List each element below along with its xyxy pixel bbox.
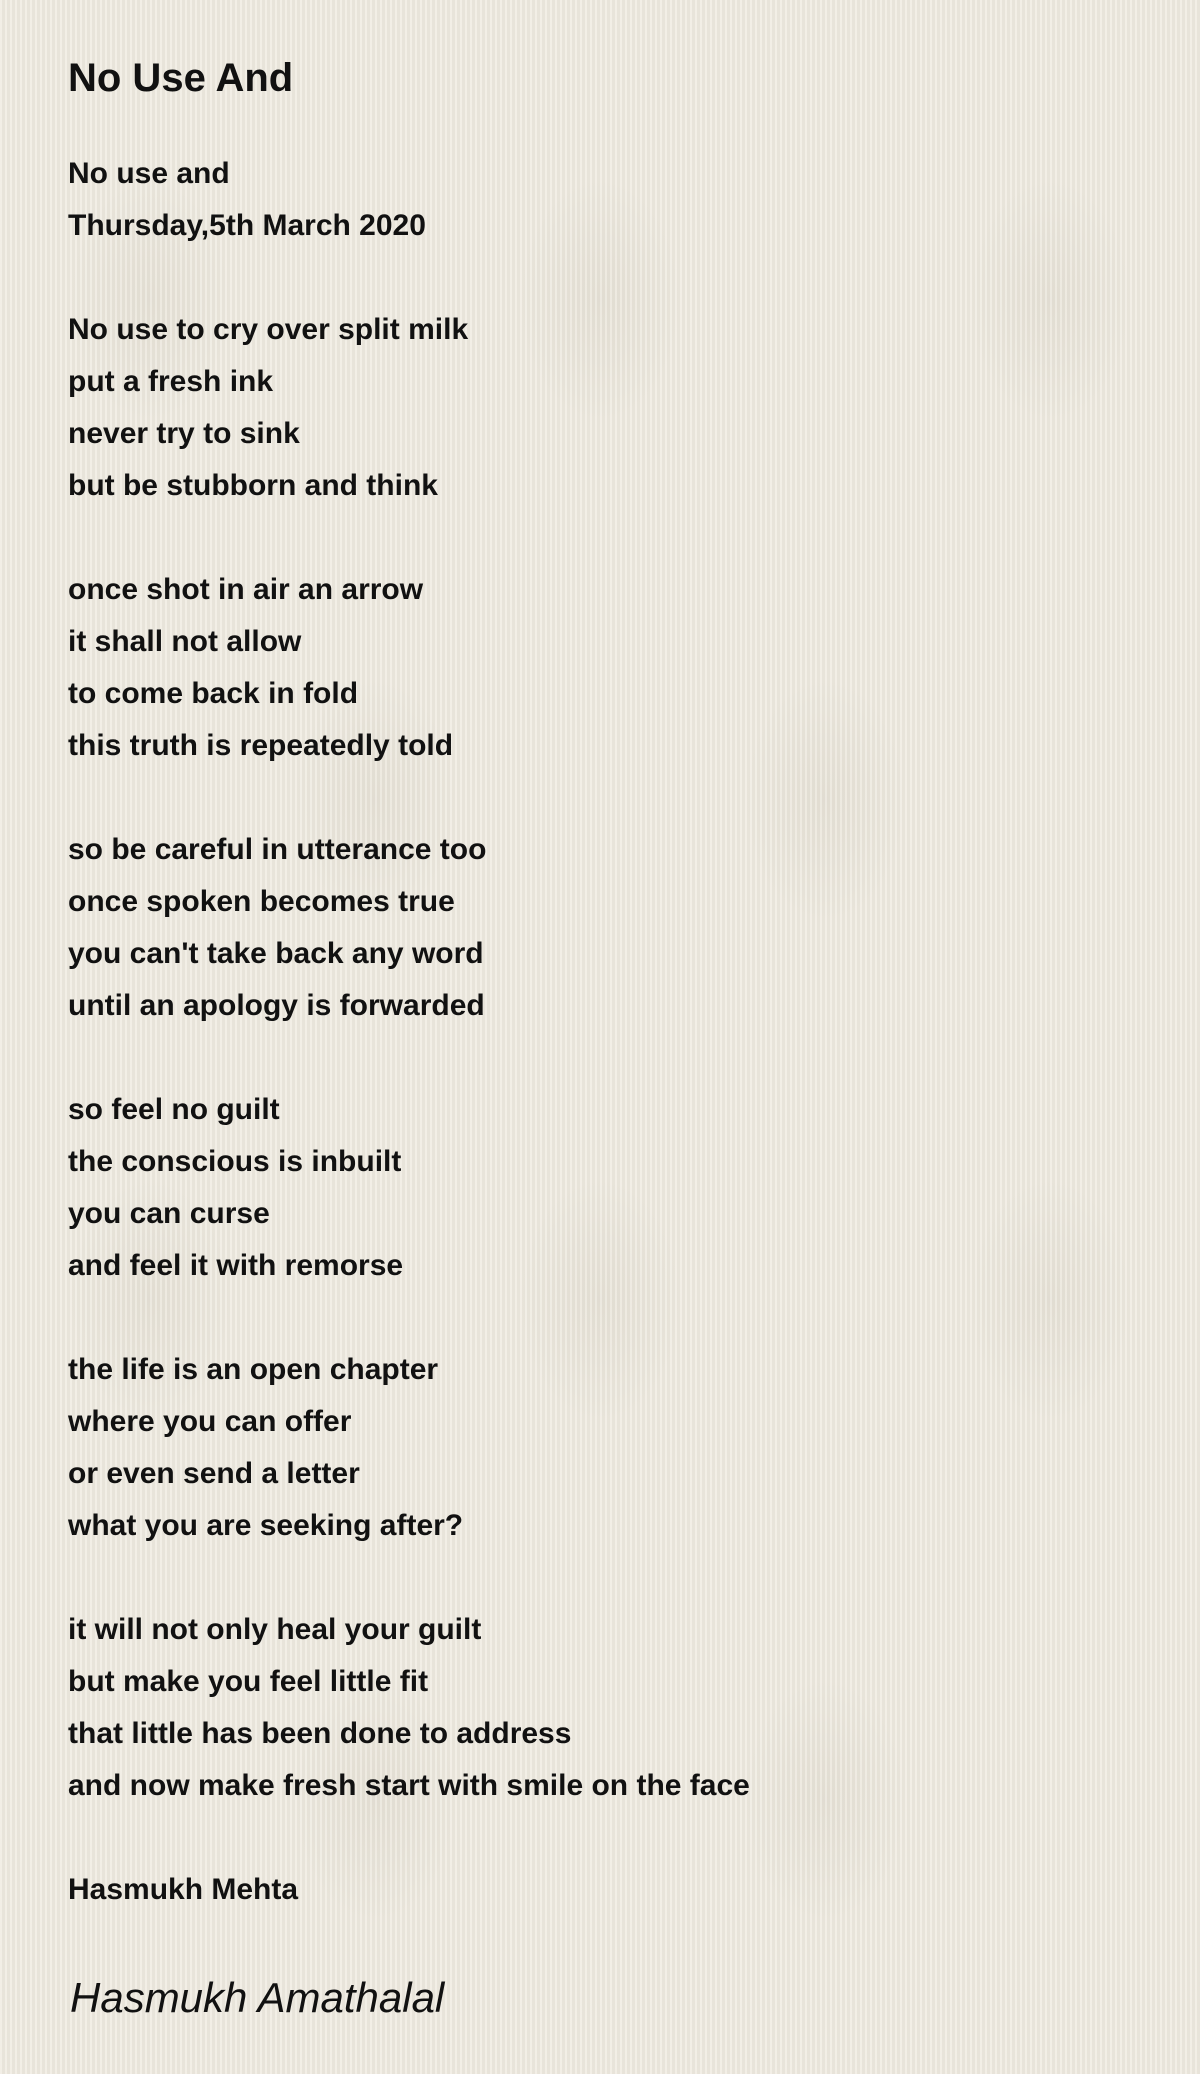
poem-line: put a fresh ink bbox=[68, 365, 274, 398]
poem-line: this truth is repeatedly told bbox=[68, 729, 454, 762]
poem-line: and now make fresh start with smile on the face bbox=[68, 1769, 750, 1802]
poem-line: what you are seeking after? bbox=[68, 1509, 464, 1542]
poem-line: the life is an open chapter bbox=[68, 1353, 439, 1386]
poem-line: so be careful in utterance too bbox=[68, 833, 487, 866]
poem-line: until an apology is forwarded bbox=[68, 989, 485, 1022]
poem-page bbox=[68, 48, 1148, 1916]
poem-line: and feel it with remorse bbox=[68, 1249, 404, 1282]
stanza-gap bbox=[68, 252, 1148, 304]
poem-line: or even send a letter bbox=[68, 1457, 360, 1490]
poem-signoff: Hasmukh Mehta bbox=[68, 1873, 299, 1906]
poem-line: but make you feel little fit bbox=[68, 1665, 429, 1698]
poem-line: to come back in fold bbox=[68, 677, 359, 710]
poem-body bbox=[68, 148, 1148, 1916]
stanza-gap bbox=[68, 1292, 1148, 1344]
poem-line: so feel no guilt bbox=[68, 1093, 280, 1126]
poem-line: never try to sink bbox=[68, 417, 300, 450]
poem-title: No Use And bbox=[68, 56, 294, 100]
poem-line: No use to cry over split milk bbox=[68, 313, 469, 346]
poem-line: the conscious is inbuilt bbox=[68, 1145, 402, 1178]
stanza-gap bbox=[68, 1032, 1148, 1084]
poem-line: you can curse bbox=[68, 1197, 270, 1230]
stanza-gap bbox=[68, 1812, 1148, 1864]
poem-line: once shot in air an arrow bbox=[68, 573, 424, 606]
poem-line: Thursday,5th March 2020 bbox=[68, 209, 426, 242]
poem-line: it will not only heal your guilt bbox=[68, 1613, 482, 1646]
poem-line: you can't take back any word bbox=[68, 937, 484, 970]
poem-line: once spoken becomes true bbox=[68, 885, 455, 918]
stanza-gap bbox=[68, 512, 1148, 564]
author-name: Hasmukh Amathalal bbox=[70, 1974, 445, 2021]
poem-line: it shall not allow bbox=[68, 625, 302, 658]
stanza-gap bbox=[68, 772, 1148, 824]
poem-line: but be stubborn and think bbox=[68, 469, 438, 502]
stanza-gap bbox=[68, 1552, 1148, 1604]
poem-line: where you can offer bbox=[68, 1405, 352, 1438]
poem-line: No use and bbox=[68, 157, 230, 190]
poem-line: that little has been done to address bbox=[68, 1717, 572, 1750]
